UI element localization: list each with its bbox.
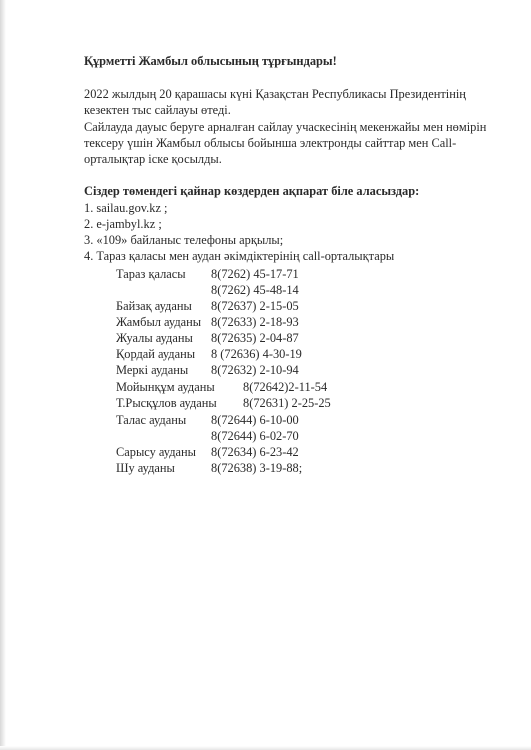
call-center-phone: 8(72637) 2-15-05 [211, 299, 299, 313]
call-center-name: Шу ауданы [116, 461, 175, 475]
call-center-name: Мойынқұм ауданы [116, 380, 215, 394]
source-item-2: 2. e-jambyl.kz ; [84, 217, 162, 231]
greeting-heading: Құрметті Жамбыл облысының тұрғындары! [84, 54, 337, 68]
source-item-4: 4. Тараз қаласы мен аудан әкімдіктерінің call-орталықтары [84, 249, 395, 263]
source-item-3: 3. «109» байланыс телефоны арқылы; [84, 233, 284, 247]
paragraph1-line-2: кезектен тыс сайлауы өтеді. [84, 103, 231, 117]
paragraph1-line-1: 2022 жылдың 20 қарашасы күні Қазақстан Республикасы Президентінің [84, 87, 466, 101]
call-center-phone: 8(72632) 2-10-94 [211, 363, 299, 377]
call-center-phone: 8(7262) 45-48-14 [211, 283, 299, 297]
call-center-phone: 8(72638) 3-19-88; [211, 461, 303, 475]
call-center-phone: 8 (72636) 4-30-19 [211, 347, 302, 361]
call-center-phone: 8(72642)2-11-54 [243, 380, 328, 394]
call-center-name: Тараз қаласы [116, 267, 186, 281]
paragraph2-line-3: орталықтар іске қосылды. [84, 152, 222, 166]
call-center-name: Меркі ауданы [116, 363, 189, 377]
call-center-phone: 8(72631) 2-25-25 [243, 396, 331, 410]
source-item-1: 1. sailau.gov.kz ; [84, 201, 168, 215]
call-center-phone: 8(72644) 6-10-00 [211, 413, 299, 427]
call-center-name: Сарысу ауданы [116, 445, 196, 459]
paragraph2-line-2: тексеру үшін Жамбыл облысы бойынша электронды сайттар мен Call- [84, 136, 457, 150]
call-center-name: Жуалы ауданы [116, 331, 193, 345]
paragraph2-line-1: Сайлауда дауыс беруге арналған сайлау учаскесінің мекенжайы мен нөмірін [84, 120, 487, 134]
call-center-phone: 8(72644) 6-02-70 [211, 429, 299, 443]
call-center-name: Талас ауданы [116, 413, 187, 427]
call-center-name: Жамбыл ауданы [116, 315, 202, 329]
sources-heading: Сіздер төмендегі қайнар көздерден ақпарат біле аласыздар: [84, 184, 420, 198]
call-center-phone: 8(72634) 6-23-42 [211, 445, 299, 459]
call-center-phone: 8(7262) 45-17-71 [211, 267, 299, 281]
call-center-name: Т.Рысқұлов ауданы [116, 396, 217, 410]
call-center-phone: 8(72633) 2-18-93 [211, 315, 299, 329]
call-center-name: Байзақ ауданы [116, 299, 192, 313]
call-center-name: Қордай ауданы [116, 347, 196, 361]
call-center-phone: 8(72635) 2-04-87 [211, 331, 299, 345]
